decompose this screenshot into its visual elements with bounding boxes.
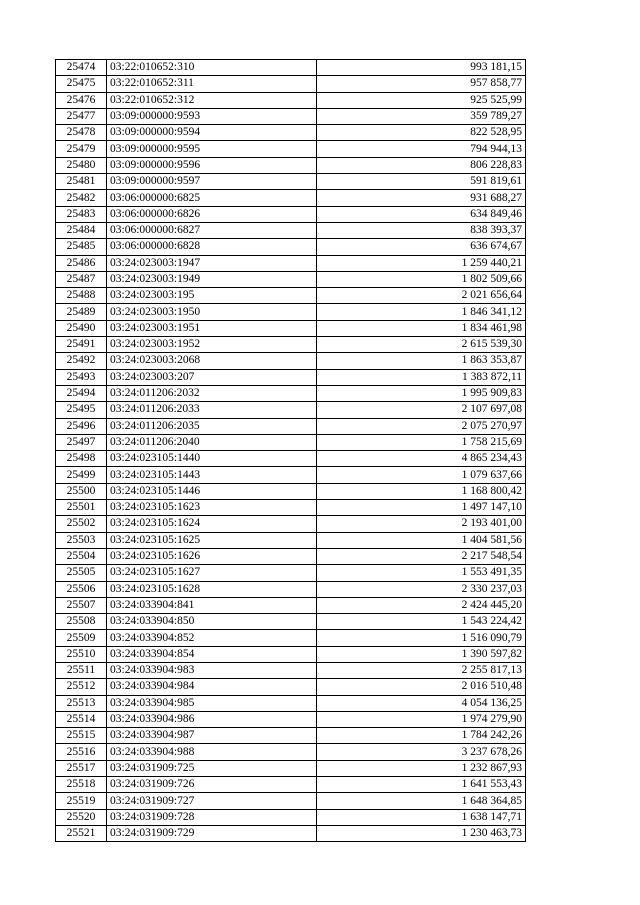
cadastral-number-cell: 03:24:023003:1951 bbox=[107, 320, 317, 336]
cadastral-value-cell: 2 615 539,30 bbox=[317, 337, 526, 353]
cadastral-number-cell: 03:24:033904:984 bbox=[107, 679, 317, 695]
row-number-cell: 25479 bbox=[56, 141, 107, 157]
cadastral-value-cell: 806 228,83 bbox=[317, 157, 526, 173]
row-number-cell: 25493 bbox=[56, 369, 107, 385]
table-row bbox=[56, 353, 526, 369]
table-row bbox=[56, 777, 526, 793]
cadastral-number-cell: 03:24:023105:1625 bbox=[107, 532, 317, 548]
table-row bbox=[56, 174, 526, 190]
row-number-cell: 25490 bbox=[56, 320, 107, 336]
table-row bbox=[56, 125, 526, 141]
table-body bbox=[56, 60, 526, 842]
cadastral-value-cell: 2 193 401,00 bbox=[317, 516, 526, 532]
table-row bbox=[56, 630, 526, 646]
row-number-cell: 25491 bbox=[56, 337, 107, 353]
cadastral-number-cell: 03:09:000000:9597 bbox=[107, 174, 317, 190]
row-number-cell: 25510 bbox=[56, 646, 107, 662]
row-number-cell: 25499 bbox=[56, 467, 107, 483]
table-row bbox=[56, 516, 526, 532]
cadastral-value-cell: 2 075 270,97 bbox=[317, 418, 526, 434]
cadastral-number-cell: 03:24:023105:1628 bbox=[107, 581, 317, 597]
row-number-cell: 25521 bbox=[56, 825, 107, 841]
cadastral-number-cell: 03:09:000000:9596 bbox=[107, 157, 317, 173]
cadastral-number-cell: 03:24:023105:1623 bbox=[107, 500, 317, 516]
cadastral-value-cell: 2 107 697,08 bbox=[317, 402, 526, 418]
row-number-cell: 25496 bbox=[56, 418, 107, 434]
row-number-cell: 25503 bbox=[56, 532, 107, 548]
cadastral-number-cell: 03:24:023105:1626 bbox=[107, 548, 317, 564]
table-row bbox=[56, 369, 526, 385]
cadastral-number-cell: 03:24:023003:1949 bbox=[107, 271, 317, 287]
cadastral-number-cell: 03:24:033904:985 bbox=[107, 695, 317, 711]
row-number-cell: 25483 bbox=[56, 206, 107, 222]
table-row bbox=[56, 92, 526, 108]
cadastral-value-cell: 1 079 637,66 bbox=[317, 467, 526, 483]
cadastral-number-cell: 03:24:011206:2040 bbox=[107, 434, 317, 450]
row-number-cell: 25476 bbox=[56, 92, 107, 108]
row-number-cell: 25502 bbox=[56, 516, 107, 532]
cadastral-number-cell: 03:24:023003:2068 bbox=[107, 353, 317, 369]
cadastral-value-cell: 1 497 147,10 bbox=[317, 500, 526, 516]
row-number-cell: 25487 bbox=[56, 271, 107, 287]
cadastral-number-cell: 03:09:000000:9594 bbox=[107, 125, 317, 141]
cadastral-number-cell: 03:24:033904:987 bbox=[107, 728, 317, 744]
cadastral-number-cell: 03:24:033904:983 bbox=[107, 662, 317, 678]
cadastral-number-cell: 03:09:000000:9593 bbox=[107, 108, 317, 124]
cadastral-number-cell: 03:06:000000:6825 bbox=[107, 190, 317, 206]
table-row bbox=[56, 190, 526, 206]
table-row bbox=[56, 809, 526, 825]
cadastral-value-cell: 2 424 445,20 bbox=[317, 597, 526, 613]
cadastral-value-cell: 1 390 597,82 bbox=[317, 646, 526, 662]
table-row bbox=[56, 206, 526, 222]
row-number-cell: 25515 bbox=[56, 728, 107, 744]
row-number-cell: 25505 bbox=[56, 565, 107, 581]
row-number-cell: 25477 bbox=[56, 108, 107, 124]
table-row bbox=[56, 695, 526, 711]
row-number-cell: 25520 bbox=[56, 809, 107, 825]
table-row bbox=[56, 255, 526, 271]
table-row bbox=[56, 222, 526, 238]
row-number-cell: 25484 bbox=[56, 222, 107, 238]
row-number-cell: 25516 bbox=[56, 744, 107, 760]
table-row bbox=[56, 157, 526, 173]
cadastral-number-cell: 03:24:023105:1440 bbox=[107, 451, 317, 467]
table-row bbox=[56, 614, 526, 630]
table-row bbox=[56, 483, 526, 499]
table-row bbox=[56, 108, 526, 124]
row-number-cell: 25518 bbox=[56, 777, 107, 793]
cadastral-value-cell: 1 641 553,43 bbox=[317, 777, 526, 793]
cadastral-number-cell: 03:06:000000:6826 bbox=[107, 206, 317, 222]
cadastral-value-cell: 1 553 491,35 bbox=[317, 565, 526, 581]
cadastral-number-cell: 03:24:023105:1443 bbox=[107, 467, 317, 483]
row-number-cell: 25508 bbox=[56, 614, 107, 630]
cadastral-number-cell: 03:22:010652:310 bbox=[107, 60, 317, 76]
row-number-cell: 25494 bbox=[56, 385, 107, 401]
row-number-cell: 25481 bbox=[56, 174, 107, 190]
cadastral-number-cell: 03:24:023003:207 bbox=[107, 369, 317, 385]
row-number-cell: 25475 bbox=[56, 76, 107, 92]
cadastral-number-cell: 03:24:023105:1627 bbox=[107, 565, 317, 581]
cadastral-number-cell: 03:09:000000:9595 bbox=[107, 141, 317, 157]
cadastral-value-cell: 1 232 867,93 bbox=[317, 760, 526, 776]
table-row bbox=[56, 304, 526, 320]
row-number-cell: 25509 bbox=[56, 630, 107, 646]
cadastral-number-cell: 03:24:033904:854 bbox=[107, 646, 317, 662]
cadastral-value-cell: 2 330 237,03 bbox=[317, 581, 526, 597]
cadastral-value-cell: 634 849,46 bbox=[317, 206, 526, 222]
row-number-cell: 25474 bbox=[56, 60, 107, 76]
cadastral-number-cell: 03:24:033904:841 bbox=[107, 597, 317, 613]
row-number-cell: 25485 bbox=[56, 239, 107, 255]
table-row bbox=[56, 141, 526, 157]
cadastral-number-cell: 03:24:023003:1952 bbox=[107, 337, 317, 353]
row-number-cell: 25511 bbox=[56, 662, 107, 678]
table-row bbox=[56, 434, 526, 450]
table-row bbox=[56, 402, 526, 418]
cadastral-number-cell: 03:24:011206:2032 bbox=[107, 385, 317, 401]
cadastral-value-cell: 2 255 817,13 bbox=[317, 662, 526, 678]
table-row bbox=[56, 337, 526, 353]
table-row bbox=[56, 565, 526, 581]
table-row bbox=[56, 271, 526, 287]
cadastral-value-cell: 2 021 656,64 bbox=[317, 288, 526, 304]
table-row bbox=[56, 711, 526, 727]
table-row bbox=[56, 451, 526, 467]
cadastral-number-cell: 03:06:000000:6827 bbox=[107, 222, 317, 238]
cadastral-value-cell: 822 528,95 bbox=[317, 125, 526, 141]
cadastral-value-cell: 794 944,13 bbox=[317, 141, 526, 157]
row-number-cell: 25489 bbox=[56, 304, 107, 320]
cadastral-value-cell: 591 819,61 bbox=[317, 174, 526, 190]
cadastral-value-table bbox=[55, 59, 526, 842]
table-row bbox=[56, 60, 526, 76]
table-row bbox=[56, 662, 526, 678]
cadastral-number-cell: 03:24:023003:1947 bbox=[107, 255, 317, 271]
cadastral-number-cell: 03:24:023003:1950 bbox=[107, 304, 317, 320]
cadastral-value-cell: 2 217 548,54 bbox=[317, 548, 526, 564]
row-number-cell: 25488 bbox=[56, 288, 107, 304]
cadastral-number-cell: 03:24:023105:1446 bbox=[107, 483, 317, 499]
cadastral-value-cell: 1 638 147,71 bbox=[317, 809, 526, 825]
table-row bbox=[56, 418, 526, 434]
row-number-cell: 25497 bbox=[56, 434, 107, 450]
cadastral-value-cell: 1 168 800,42 bbox=[317, 483, 526, 499]
cadastral-value-cell: 1 230 463,73 bbox=[317, 825, 526, 841]
cadastral-value-cell: 2 016 510,48 bbox=[317, 679, 526, 695]
cadastral-value-cell: 359 789,27 bbox=[317, 108, 526, 124]
row-number-cell: 25519 bbox=[56, 793, 107, 809]
cadastral-value-cell: 1 974 279,90 bbox=[317, 711, 526, 727]
table-row bbox=[56, 728, 526, 744]
cadastral-value-cell: 1 784 242,26 bbox=[317, 728, 526, 744]
cadastral-value-cell: 1 648 364,85 bbox=[317, 793, 526, 809]
cadastral-number-cell: 03:24:031909:725 bbox=[107, 760, 317, 776]
cadastral-number-cell: 03:24:023105:1624 bbox=[107, 516, 317, 532]
cadastral-value-cell: 4 054 136,25 bbox=[317, 695, 526, 711]
cadastral-value-cell: 1 834 461,98 bbox=[317, 320, 526, 336]
row-number-cell: 25492 bbox=[56, 353, 107, 369]
row-number-cell: 25512 bbox=[56, 679, 107, 695]
row-number-cell: 25506 bbox=[56, 581, 107, 597]
row-number-cell: 25513 bbox=[56, 695, 107, 711]
cadastral-value-cell: 931 688,27 bbox=[317, 190, 526, 206]
cadastral-value-cell: 925 525,99 bbox=[317, 92, 526, 108]
cadastral-value-cell: 993 181,15 bbox=[317, 60, 526, 76]
table-row bbox=[56, 679, 526, 695]
cadastral-value-cell: 957 858,77 bbox=[317, 76, 526, 92]
cadastral-number-cell: 03:22:010652:312 bbox=[107, 92, 317, 108]
cadastral-number-cell: 03:24:023003:195 bbox=[107, 288, 317, 304]
cadastral-value-cell: 1 802 509,66 bbox=[317, 271, 526, 287]
cadastral-value-cell: 1 259 440,21 bbox=[317, 255, 526, 271]
cadastral-value-cell: 1 995 909,83 bbox=[317, 385, 526, 401]
table-row bbox=[56, 825, 526, 841]
cadastral-number-cell: 03:24:031909:727 bbox=[107, 793, 317, 809]
cadastral-value-cell: 1 863 353,87 bbox=[317, 353, 526, 369]
cadastral-value-cell: 1 543 224,42 bbox=[317, 614, 526, 630]
table-row bbox=[56, 646, 526, 662]
table-row bbox=[56, 793, 526, 809]
cadastral-value-cell: 1 383 872,11 bbox=[317, 369, 526, 385]
cadastral-value-cell: 1 404 581,56 bbox=[317, 532, 526, 548]
table-row bbox=[56, 76, 526, 92]
table-row bbox=[56, 239, 526, 255]
cadastral-number-cell: 03:24:033904:852 bbox=[107, 630, 317, 646]
row-number-cell: 25501 bbox=[56, 500, 107, 516]
table-row bbox=[56, 744, 526, 760]
table-row bbox=[56, 467, 526, 483]
row-number-cell: 25507 bbox=[56, 597, 107, 613]
row-number-cell: 25495 bbox=[56, 402, 107, 418]
cadastral-value-cell: 1 758 215,69 bbox=[317, 434, 526, 450]
table-row bbox=[56, 500, 526, 516]
table-row bbox=[56, 288, 526, 304]
cadastral-value-cell: 1 516 090,79 bbox=[317, 630, 526, 646]
cadastral-value-cell: 4 865 234,43 bbox=[317, 451, 526, 467]
cadastral-number-cell: 03:24:011206:2033 bbox=[107, 402, 317, 418]
cadastral-value-cell: 636 674,67 bbox=[317, 239, 526, 255]
cadastral-number-cell: 03:24:031909:728 bbox=[107, 809, 317, 825]
cadastral-value-cell: 838 393,37 bbox=[317, 222, 526, 238]
table-row bbox=[56, 760, 526, 776]
cadastral-number-cell: 03:24:031909:726 bbox=[107, 777, 317, 793]
cadastral-number-cell: 03:24:033904:986 bbox=[107, 711, 317, 727]
row-number-cell: 25517 bbox=[56, 760, 107, 776]
row-number-cell: 25504 bbox=[56, 548, 107, 564]
cadastral-value-cell: 1 846 341,12 bbox=[317, 304, 526, 320]
row-number-cell: 25480 bbox=[56, 157, 107, 173]
row-number-cell: 25514 bbox=[56, 711, 107, 727]
cadastral-number-cell: 03:24:033904:850 bbox=[107, 614, 317, 630]
table-row bbox=[56, 597, 526, 613]
table-row bbox=[56, 548, 526, 564]
row-number-cell: 25482 bbox=[56, 190, 107, 206]
row-number-cell: 25486 bbox=[56, 255, 107, 271]
cadastral-number-cell: 03:24:031909:729 bbox=[107, 825, 317, 841]
table-row bbox=[56, 320, 526, 336]
cadastral-number-cell: 03:24:011206:2035 bbox=[107, 418, 317, 434]
cadastral-number-cell: 03:24:033904:988 bbox=[107, 744, 317, 760]
table-row bbox=[56, 532, 526, 548]
cadastral-number-cell: 03:06:000000:6828 bbox=[107, 239, 317, 255]
cadastral-value-cell: 3 237 678,26 bbox=[317, 744, 526, 760]
cadastral-number-cell: 03:22:010652:311 bbox=[107, 76, 317, 92]
row-number-cell: 25498 bbox=[56, 451, 107, 467]
row-number-cell: 25500 bbox=[56, 483, 107, 499]
table-row bbox=[56, 581, 526, 597]
row-number-cell: 25478 bbox=[56, 125, 107, 141]
table-row bbox=[56, 385, 526, 401]
